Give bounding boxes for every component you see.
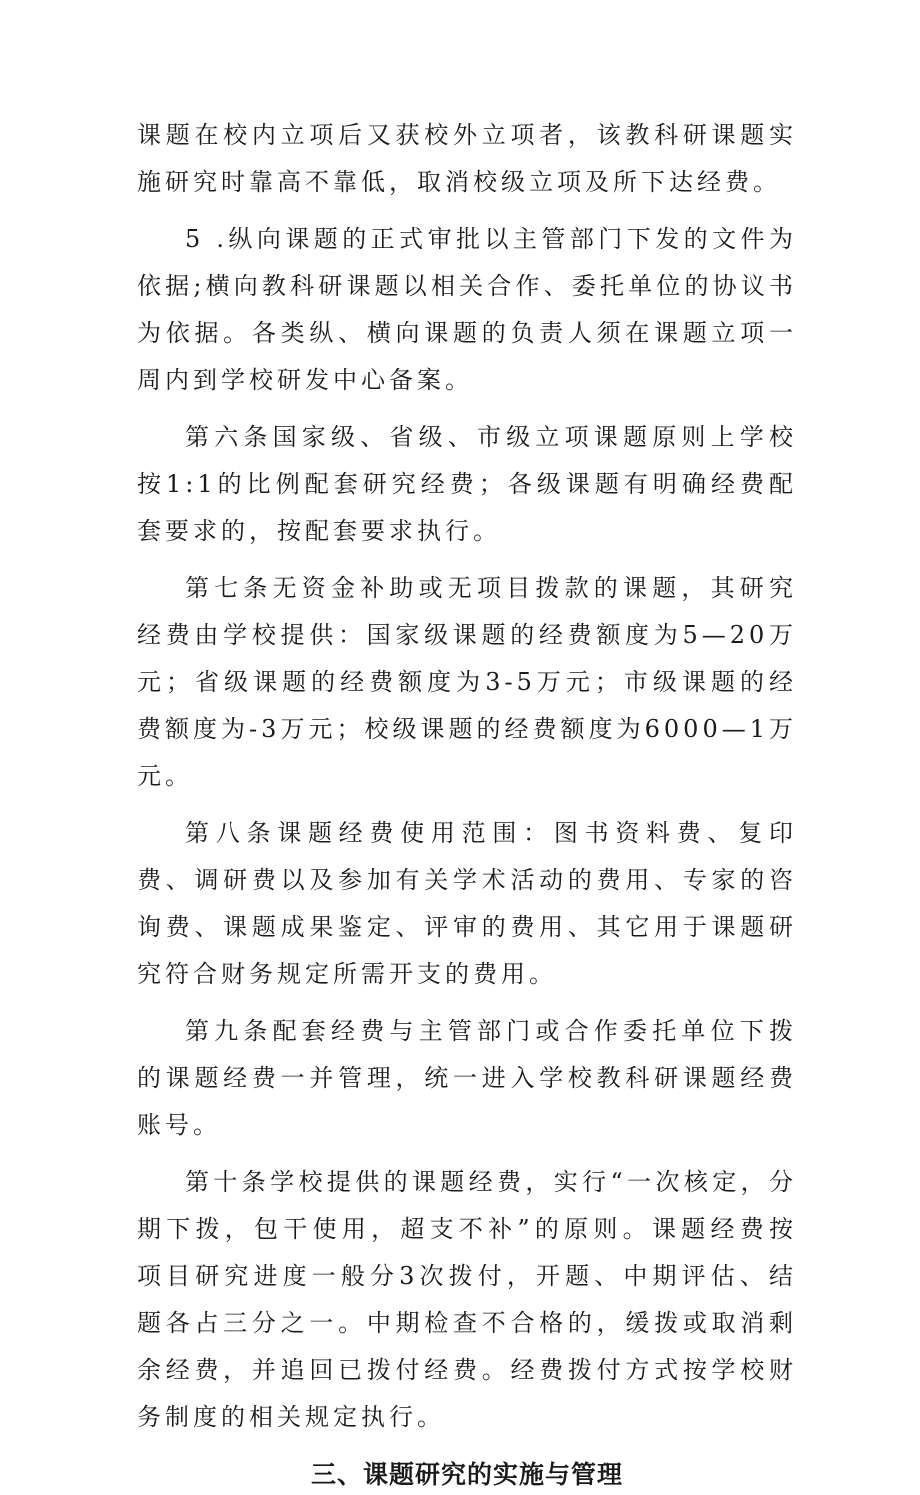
section-heading: 三、课题研究的实施与管理 — [310, 1460, 623, 1489]
paragraph-article-10: 第十条学校提供的课题经费，实行“一次核定，分期下拨，包干使用，超支不补”的原则。课题经费按项目研究进度一般分3次拨付，开题、中期评估、结题各占三分之一。中期检查不合格的，缓拨或取消剩余经费，并追回已拨付经费。经费拨付方式按学校财务制度的相关规定执行。 — [137, 1168, 797, 1431]
document-page — [137, 112, 797, 1495]
paragraph-article-8: 第八条课题经费使用范围：图书资料费、复印费、调研费以及参加有关学术活动的费用、专家的咨询费、课题成果鉴定、评审的费用、其它用于课题研究符合财务规定所需开支的费用。 — [137, 819, 797, 988]
paragraph-continuation: 课题在校内立项后又获校外立项者，该教科研课题实施研究时靠高不靠低，取消校级立项及所下达经费。 — [137, 121, 797, 196]
paragraph-item-5: 5 .纵向课题的正式审批以主管部门下发的文件为依据;横向教科研课题以相关合作、委托单位的协议书为依据。各类纵、横向课题的负责人须在课题立项一周内到学校研发中心备案。 — [137, 225, 797, 394]
paragraph-article-7: 第七条无资金补助或无项目拨款的课题，其研究经费由学校提供：国家级课题的经费额度为5—20万元；省级课题的经费额度为3-5万元；市级课题的经费额度为-3万元；校级课题的经费额度为6000—1万元。 — [137, 574, 797, 790]
paragraph-article-9: 第九条配套经费与主管部门或合作委托单位下拨的课题经费一并管理，统一进入学校教科研课题经费账号。 — [137, 1017, 797, 1139]
paragraph-article-6: 第六条国家级、省级、市级立项课题原则上学校按1:1的比例配套研究经费；各级课题有明确经费配套要求的，按配套要求执行。 — [137, 423, 797, 545]
